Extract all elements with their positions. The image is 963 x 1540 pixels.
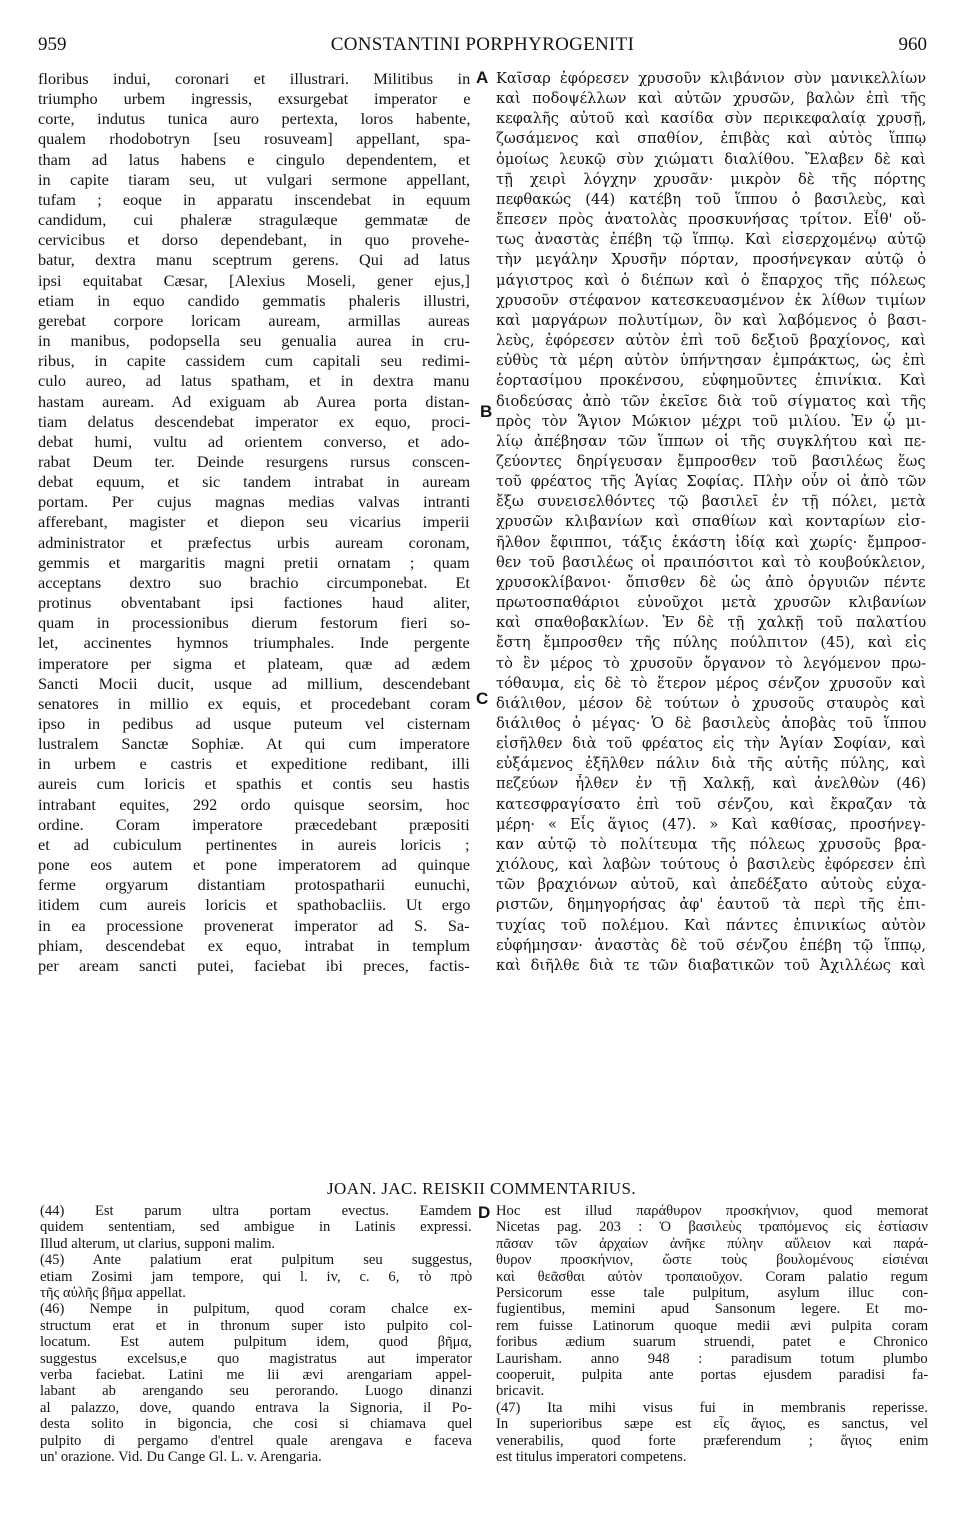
footnote-line: pulpito di pergamo d'entrel quale arengava e faceva [40,1432,472,1449]
latin-text-line: lustralem Sanctæ Sophiæ. At qui cum imperatore [38,734,470,754]
greek-text-line: ἔξω συνεισελθόντες τῷ βασιλεῖ ἐν τῇ πόλει, μετὰ [496,493,926,511]
greek-text-line: ὁμοίως λευκῷ σὺν χιώματι διαλίθου. Ἔλαβεν δὲ καὶ [496,150,926,168]
greek-text-line: τυχίας τοῦ πολέμου. Καὶ πάντες ἐπινικίως αὐτὸν [496,916,926,934]
footnote-line: est titulus imperatori competens. [496,1449,687,1466]
latin-text-line: protinus obventabant ipsi factiones haud aliter, [38,593,470,613]
footnote-line: θυρον προσκήνιον, ὥστε τοὺς βουλομένους εἰσιέναι [496,1252,928,1269]
greek-text-line: ἔπεσεν πρὸς ἀνατολὰς προσκυνήσας τρίτον. Εἶθ' οὕ- [496,211,926,229]
latin-text-line: portam. Per cujus magnas medias valvas intranti [38,492,470,512]
latin-text-line: Sancti Mocii ducit, usque ad millium, descendebant [38,673,470,693]
latin-text-line: ferme orgyarum distantiam protospatharii eunuchi, [38,875,470,895]
footnote-line: τῆς αὐλῆς βῆμα appellat. [40,1285,186,1302]
latin-text-line: in manibus, podopsella seu genualia aurea in cru- [38,331,470,351]
footnote-line: structum erat et in thronum super isto pulpito col- [40,1317,472,1334]
running-title: CONSTANTINI PORPHYROGENITI [330,34,635,55]
greek-text-line: τόθαυμα, εἰς δὲ τὸ ἕτερον μέρος σένζον χρυσοῦν καὶ [496,674,926,692]
latin-text-line: cervicibus et dorso dependebant, in quo provehe- [38,230,470,250]
greek-text-line: λεὺς, ἐφόρεσεν αὐτὸν ἐπὶ τοῦ δεξιοῦ βραχίονος, καὶ [496,332,926,350]
commentary-heading: JOAN. JAC. REISKII COMMENTARIUS. [327,1179,636,1198]
latin-text-line: per aream sancti putei, faciebat ibi preces, factis- [38,955,470,975]
greek-text-line: διάλιθος ὁ μέγας· Ὁ δὲ βασιλεὺς ἀποβὰς τοῦ ἵππου [496,715,926,732]
greek-text-line: καὶ σπαθοβακλίων. Ἐν δὲ τῇ χαλκῇ τοῦ παλατίου [496,614,926,632]
footnote-line: (45) Ante palatium erat pulpitum seu suggestus, [40,1252,472,1269]
latin-text-line: gemmis et margaritis magni pretii ornatam ; quam [38,552,470,572]
footnote-line: (47) Ita mihi visus fui in membranis reperisse. [496,1399,928,1416]
footnote-line: Laurisham. anno 948 : paradisum totum plumbo [496,1350,928,1367]
latin-text-line: hastam auream. Ad exiguam ab Aurea porta distan- [38,391,470,411]
greek-text-line: εὐφήμησαν· ἀναστὰς δὲ τοῦ σένζου ἐπέβη τῷ ἵππῳ, [496,936,926,954]
greek-text-line: καν αὐτῷ τὸ πολίτευμα τῆς πόλεως χρυσοῦς βρα- [496,835,926,853]
latin-text-line: in urbem e castris et expeditione redibant, illi [38,754,470,774]
latin-text-line: debat humi, vultu ad orientem converso, et ado- [38,431,470,451]
latin-text-line: debat equum, et sic tandem intrabat in auream [38,472,470,492]
footnote-line: In superioribus sæpe est εἷς ἅγιος, es sanctus, vel [496,1416,928,1433]
greek-text-line: μάγιστρος καὶ ὁ διέπων καὶ ὁ ἔπαρχος τῆς πόλεως [496,271,926,289]
greek-text-column [496,69,926,976]
latin-text-line: tiam delatus descendebat imperator ex equo, proci- [38,411,470,431]
greek-text-line: λίῳ ἀπέβησαν τῶν ἵππων οἱ τῆς συγκλήτου καὶ πε- [496,432,926,450]
greek-text-line: εἰσῆλθεν διὰ τοῦ φρέατος εἰς τὴν Ἁγίαν Σοφίαν, καὶ [496,735,926,753]
running-header [38,34,927,58]
section-marker-b: B [480,402,493,421]
footnote-line: suggestus excelsus,e quo magistratus aut imperator [40,1350,472,1367]
latin-text-line: let, accinentes hymnos triumphales. Inde pergente [38,633,470,653]
greek-text-line: τῇ χειρὶ λόγχην χρυσᾶν· μικρὸν δὲ τῆς πόρτης [496,170,926,188]
latin-text-line: rabat Deum ter. Deinde resurgens rursus conscen- [38,451,470,471]
greek-text-line: χρυσοκλίβανοι· ὄπισθεν δὲ ὡς ἀπὸ ὀργυιῶν πέντε [496,573,926,591]
latin-text-line: administrator et præfectus urbis auream coronam, [38,532,470,552]
footnote-line: rem fuisse Latinorum quoque medii ævi pulpita coram [496,1317,928,1334]
latin-text-line: pone eos autem et pone imperatorem ad quinque [38,855,470,875]
greek-text-line: τὴν μεγάλην Χρυσῆν πόρταν, προσήνεγκαν αὐτῷ ὁ [496,251,926,269]
greek-text-line: ἑορτασίμου προκένσου, εὐφημοῦντες ἐπινίκια. Καὶ [496,372,926,390]
latin-text-line: ipsi equitabat Cæsar, [Alexius Moseli, gener ejus,] [38,270,470,290]
greek-text-line: κατεσφραγίσατο ἐπὶ τοῦ σένζου, καὶ ἔκραζαν τὰ [496,795,926,813]
latin-text-line: phiam, descendebat ex equo, intrabat in templum [38,935,470,955]
footnote-line: Hoc est illud παράθυρον προσκήνιον, quod memorat [496,1203,928,1219]
latin-text-line: aureis cum loricis et spathis et contis seu hastis [38,774,470,794]
footnote-line: πᾶσαν τῶν ἀρχαίων ἀνῆκε πύλην αὔλειον καὶ παρά- [496,1235,928,1252]
latin-text-line: tufam ; eoque in apparatu inscendebat in equum [38,189,470,209]
greek-text-line: κεφαλῆς αὐτοῦ καὶ κασίδα σὺν περικεφαλαίᾳ χρυσῇ, [496,110,926,128]
greek-text-line: ριστῶν, δημηγορήσας ἀφ' ἑαυτοῦ τὰ περὶ τῆς ἐπι- [496,896,926,914]
greek-text-line: ἔστη ἔμπροσθεν τῆς πύλης πούλπιτον (45), καὶ εἰς [496,634,926,652]
latin-text-line: afferebant, magister et diepon seu vicarius imperii [38,512,470,532]
greek-text-line: θεν τοῦ βασιλέως οἱ πραιπόσιτοι καὶ τὸ κουβούκλειον, [496,553,926,571]
greek-text-line: τως ἀναστὰς ἐπέβη τῷ ἵππῳ. Καὶ εἰσερχομένῳ αὐτῷ [496,231,926,249]
footnote-line: bricavit. [496,1383,545,1400]
section-marker-c: C [476,689,489,708]
greek-text-line: πρωτοσπαθάριοι εὐνοῦχοι μετὰ χρυσῶν κλιβανίων [496,594,926,612]
greek-text-line: καὶ διῆλθε διὰ τε τῶν διαβατικῶν τοῦ Ἀχιλλέως καὶ [496,956,926,974]
latin-text-line: quam in processionibus dierum festorum fieri so- [38,613,470,633]
greek-text-line: εὐθὺς τὰ μέρη αὐτὸν ὑπήντησαν ἐμπράκτως, ὡς ἐπὶ [496,352,926,370]
greek-text-line: τοῦ φρέατος τῆς Ἁγίας Σοφίας. Πλὴν οὖν οἱ ἀπὸ τῶν [496,473,926,491]
latin-text-column [38,69,470,976]
footnote-line: al palazzo, dove, quando entrava la Signoria, il Po- [40,1399,472,1416]
greek-text-line: τὸ ἓν μέρος τὸ χρυσοῦν ὄργανον τὸ λεγόμενον πρω- [496,654,926,672]
footnote-line: locatum. Est autem pulpitum idem, quod βῆμα, [40,1334,472,1351]
section-marker-a: A [476,68,489,87]
latin-text-line: culo aureo, ad latus spatham, et in dextra manu [38,371,470,391]
section-marker-d: D [478,1203,491,1222]
greek-text-line: εὐξάμενος ἐξῆλθεν πάλιν διὰ τῆς αὐτῆς πύλης, καὶ [496,755,926,773]
footnote-line: Nicetas pag. 203 : Ὁ βασιλεὺς τραπόμενος εἰς ἑστίασιν [496,1219,928,1236]
footnote-line: καὶ θεᾶσθαι αὐτὸν τροπαιοῦχον. Coram palatio regum [496,1268,928,1285]
footnote-line: un' orazione. Vid. Du Cange Gl. L. v. Arengaria. [40,1449,322,1466]
latin-text-line: et ad cubiculum pertinentes in aureis loricis ; [38,834,470,854]
latin-text-line: tham ad latus habens e cingulo dependentem, et [38,149,470,169]
latin-text-line: intrabant equites, 292 ordo quisque seorsim, hoc [38,794,470,814]
footnote-line: venerabilis, quod forte præferendum ; ἅγιος enim [496,1432,928,1449]
footnote-line: Persicorum esse tale pulpitum, asylum illuc con- [496,1285,928,1302]
greek-text-line: καὶ ποδοψέλλων καὶ αὐτῶν χρυσῶν, βαλὼν ἐπὶ τῆς [496,90,926,108]
footnote-line: verba faciebat. Latini me lii ævi arengariam appel- [40,1367,472,1384]
greek-text-line: ῆλθον ἔφιπποι, τάξις ἑκάστη ἰδίᾳ καὶ χωρίς· ἔμπροσ- [496,533,926,551]
footnote-line: fugientibus, memini apud Sansonum legere. Et mo- [496,1301,928,1318]
greek-text-line: πεφθακώς (44) κατέβη τοῦ ἵππου ὁ βασιλεὺς, καὶ [496,190,926,208]
greek-text-line: μέρη· « Εἷς ἅγιος (47). » Καὶ καθίσας, προσήνεγ- [496,815,926,833]
greek-text-line: χιόλους, καὶ λαβὼν τούτους ὁ βασιλεὺς ἐφόρεσεν ἐπὶ [496,856,926,874]
greek-text-line: τῶν βραχιόνων αὐτοῦ, καὶ ἀπεδέξατο αὐτοὺς εὐχα- [496,876,926,894]
latin-text-line: qualem rhodobotryn [seu rosuveam] appellant, spa- [38,129,470,149]
greek-text-line: πεζεύων ἦλθεν ἐν τῇ Χαλκῇ, καὶ ἀνελθὼν (46) [496,775,926,793]
latin-text-line: ribus, in capite cassidem cum capitali seu redimi- [38,351,470,371]
greek-text-line: διάλιθον, μέσον δὲ τούτων ὁ χρυσοῦς σταυρὸς καὶ [496,694,926,712]
latin-text-line: in capite tiaram seu, ut vulgari sermone appellant, [38,169,470,189]
latin-text-line: etiam in equo candido gemmatis phaleris illustri, [38,290,470,310]
footnotes-right-column [496,1203,928,1466]
latin-text-line: acceptans dextro suo brachio circumponebat. Et [38,572,470,592]
latin-text-line: candidum, cui phaleræ stragulæque gemmatæ de [38,210,470,230]
footnote-line: desta solito in bigoncia, che cosi si chiamava quel [40,1416,472,1433]
latin-text-line: ipso in pedibus ad usque puteum vel cisternam [38,714,470,733]
greek-text-line: πρὸς τὸν Ἅγιον Μώκιον μέχρι τοῦ μιλίου. Ἐν ᾧ μι- [496,412,926,430]
latin-text-line: ordine. Coram imperatore præcedebant præpositi [38,814,470,834]
footnote-line: (46) Nempe in pulpitum, quod coram chalce ex- [40,1301,472,1318]
page-number-right: 960 [898,34,927,55]
greek-text-line: καὶ μαργάρων πολυτίμων, ὃν καὶ λαβόμενος ὁ βασι- [496,311,926,329]
latin-text-line: gerebat corpore loricam auream, armillas aureas [38,310,470,330]
greek-text-line: ζωσάμενος καὶ σπαθίον, ἐπιβὰς καὶ αὐτὸς ἵππῳ [496,130,926,148]
footnote-line: (44) Est parum ultra portam evectus. Eamdem [40,1203,472,1219]
latin-text-line: corte, indutus tunica auro pertexta, loros habente, [38,109,470,129]
latin-text-line: in ea processione provenerat imperator ad S. Sa- [38,915,470,935]
latin-text-line: itidem cum aureis loricis et spathobacliis. Ut ergo [38,895,470,915]
footnotes-left-column [40,1203,472,1466]
greek-text-line: χρυσῶν κλιβανίων καὶ σπαθίων καὶ κονταρίων εἰσ- [496,513,926,531]
latin-text-line: batur, dextra manu sceptrum gerens. Qui ad latus [38,250,470,270]
footnote-line: quidem sententiam, sed ambigue in Latinis expressi. [40,1219,472,1236]
greek-text-line: διοδεύσας ἀπὸ τῶν ἐκεῖσε διὰ τοῦ σίγματος καὶ τῆς [496,392,926,410]
page-number-left: 959 [38,34,67,55]
footnote-line: Illud alterum, ut clarius, supponi malim. [40,1235,276,1252]
footnote-line: cooperuit, pulpita ante portas ejusdem paradisi fa- [496,1367,928,1384]
latin-text-line: imperatore per sigma et plateam, quæ ad ædem [38,653,470,673]
greek-text-line: Καῖσαρ ἐφόρεσεν χρυσοῦν κλιβάνιον σὺν μανικελλίων [496,70,926,87]
latin-text-line: triumpho urbem ingressis, exsurgebat imperator e [38,89,470,109]
latin-text-line: senatores in millio ex equis, et procedebant coram [38,693,470,713]
footnote-line: foribus ædium suarum struendi, patet e Chronico [496,1334,928,1351]
greek-text-line: χρυσοῦν στέφανον κατεσκευασμένον ἐκ λίθων τιμίων [496,291,926,309]
footnote-line: etiam Zosimi jam tempore, qui l. iv, c. 6, τὸ πρὸ [40,1268,472,1285]
latin-text-line: floribus indui, coronari et illustrari. Militibus in [38,69,470,88]
greek-text-line: ζεύοντες δηρίγευσαν ἔμπροσθεν τοῦ βασιλέως ἕως [496,452,926,470]
footnote-line: labant ab arengando seu perorando. Luogo dinanzi [40,1383,472,1400]
